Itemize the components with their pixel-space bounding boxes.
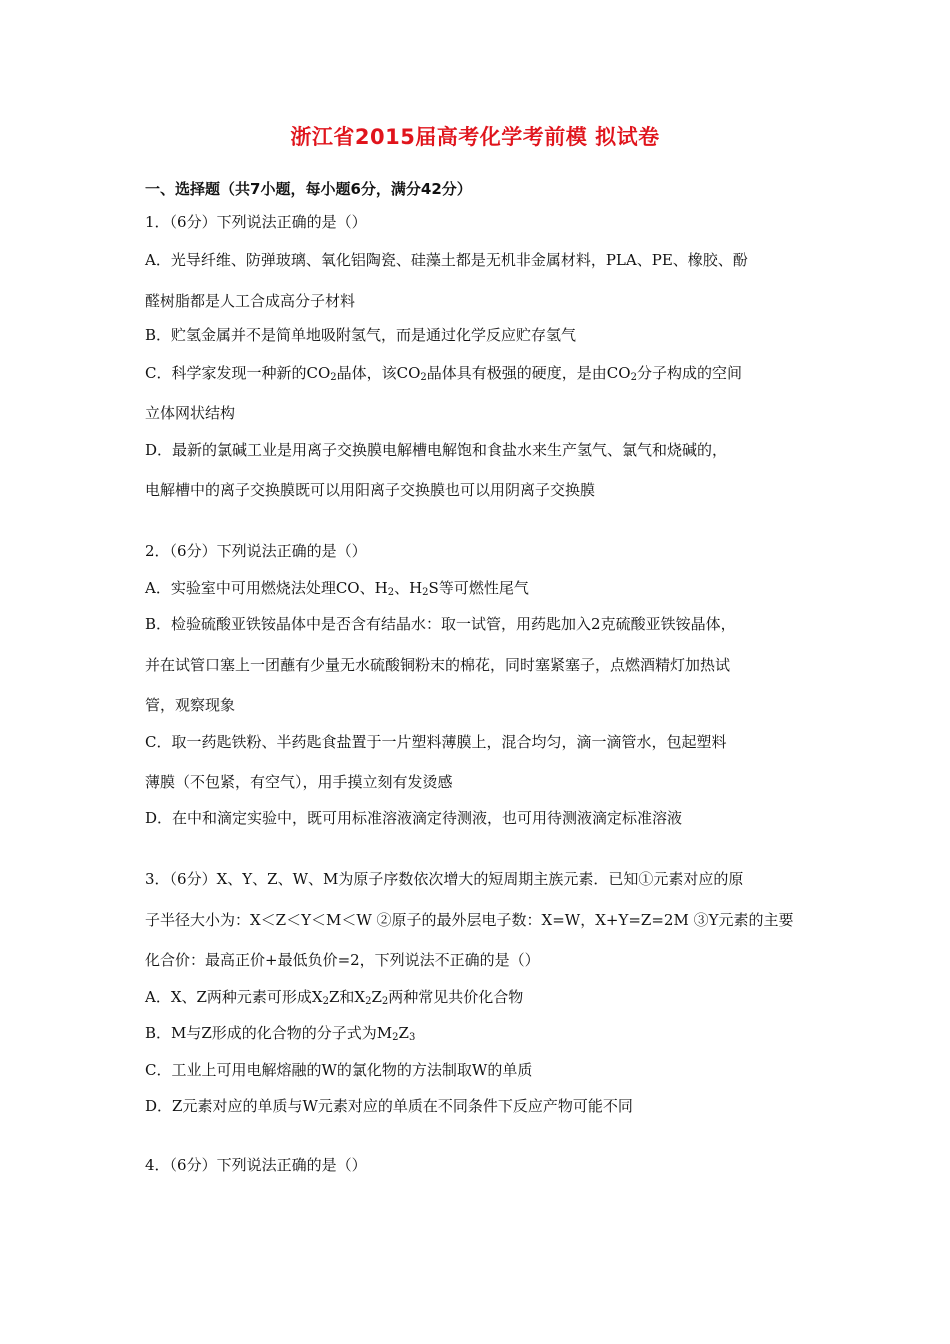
question-4-stem: 4．（6分）下列说法正确的是（）	[145, 1156, 367, 1174]
q1-option-d-line2: 电解槽中的离子交换膜既可以用阳离子交换膜也可以用阴离子交换膜	[145, 481, 596, 499]
section-heading: 一、选择题（共7小题，每小题6分，满分42分）	[145, 180, 472, 198]
q2-option-c-line1: C．取一药匙铁粉、半药匙食盐置于一片塑料薄膜上，混合均匀，滴一滴管水，包起塑料	[145, 733, 727, 751]
q3-option-d: D．Z元素对应的单质与W元素对应的单质在不同条件下反应产物可能不同	[145, 1097, 633, 1115]
q2-option-d: D．在中和滴定实验中，既可用标准溶液滴定待测液，也可用待测液滴定标准溶液	[145, 809, 683, 827]
question-3-stem-line1: 3．（6分）X、Y、Z、W、M为原子序数依次增大的短周期主族元素．已知①元素对应的原	[145, 870, 744, 888]
q1-option-d-line1: D．最新的氯碱工业是用离子交换膜电解槽电解饱和食盐水来生产氢气、氯气和烧碱的，	[145, 441, 728, 459]
question-1-stem: 1．（6分）下列说法正确的是（）	[145, 213, 367, 231]
q2-option-a: A．实验室中可用燃烧法处理CO、$H_2$、$H_2S$等可燃性尾气	[145, 579, 529, 598]
page-title: 浙江省2015届高考化学考前模 拟试卷	[290, 125, 660, 149]
q1-option-c-line2: 立体网状结构	[145, 404, 236, 422]
q2-option-b-line3: 管，观察现象	[145, 696, 236, 714]
question-2-stem: 2．（6分）下列说法正确的是（）	[145, 542, 367, 560]
q1-option-c-line1: C．科学家发现一种新的$CO_2$晶体，该$CO_2$晶体具有极强的硬度，是由$CO_2$分子构成的空间	[145, 364, 742, 383]
question-3-stem-line3: 化合价：最高正价+最低负价=2，下列说法不正确的是（）	[145, 951, 540, 969]
q1-option-b: B．贮氢金属并不是简单地吸附氢气，而是通过化学反应贮存氢气	[145, 326, 577, 344]
q3-option-c: C．工业上可用电解熔融的W的氯化物的方法制取W的单质	[145, 1061, 533, 1079]
q2-option-c-line2: 薄膜（不包紧，有空气），用手摸立刻有发烫感	[145, 773, 453, 791]
question-3-stem-line2: 子半径大小为：X＜Z＜Y＜M＜W ②原子的最外层电子数：X=W，X+Y=Z=2M ③Y元素的主要	[145, 911, 794, 929]
q2-option-b-line2: 并在试管口塞上一团蘸有少量无水硫酸铜粉末的棉花，同时塞紧塞子，点燃酒精灯加热试	[145, 656, 731, 674]
q1-option-a-line2: 醛树脂都是人工合成高分子材料	[145, 292, 356, 310]
q3-option-b: B．M与Z形成的化合物的分子式为$M_2Z_3$	[145, 1024, 416, 1043]
q1-option-a-line1: A．光导纤维、防弹玻璃、氧化铝陶瓷、硅藻土都是无机非金属材料，PLA、PE、橡胶、酚	[145, 251, 748, 269]
q2-option-b-line1: B．检验硫酸亚铁铵晶体中是否含有结晶水：取一试管，用药匙加入2克硫酸亚铁铵晶体，	[145, 615, 736, 633]
q3-option-a: A．X、Z两种元素可形成$X_2Z$和$X_2Z_2$两种常见共价化合物	[145, 988, 524, 1007]
